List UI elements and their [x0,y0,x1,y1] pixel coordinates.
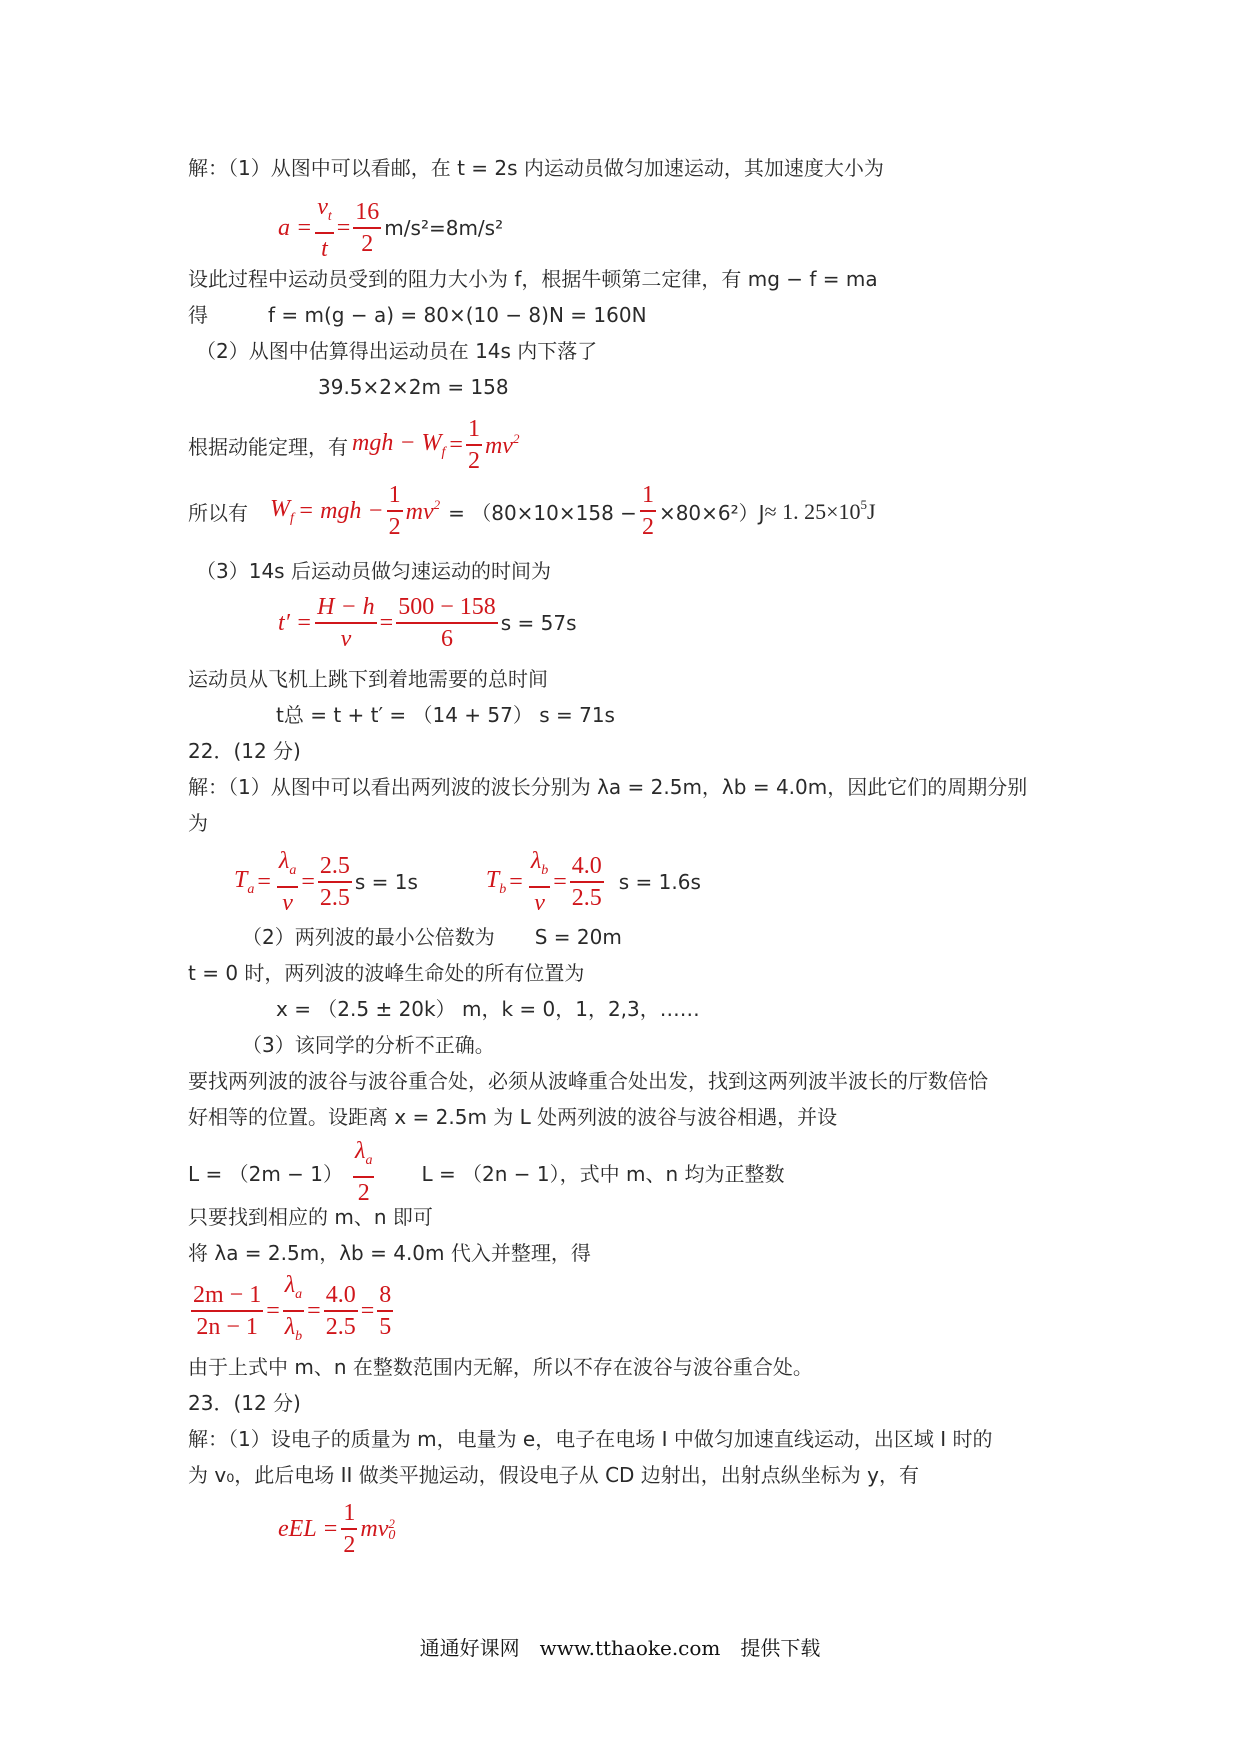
numerator: 1 [640,480,656,512]
fraction [466,414,482,476]
numerator: 1 [387,480,403,512]
denominator: 2 [388,514,401,540]
subscript: a [289,863,297,878]
fraction [324,1280,358,1342]
line-23-setup-1: 解：（1）设电子的质量为 m，电量为 e，电子在电场 I 中做匀加速直线运动，出区域 I 时的 [188,1427,993,1451]
eq-lhs: T [234,866,248,893]
eq-lhs: T [485,866,500,893]
line-22-wavelengths: 解：（1）从图中可以看出两列波的波长分别为 λa = 2.5m，λb = 4.0m，因此它们的周期分别 [188,775,1028,799]
line-22-analysis-2: 好相等的位置。设距离 x = 2.5m 为 L 处两列波的波谷与波谷相遇，并设 [188,1105,838,1129]
numerator: 1 [341,1498,357,1530]
fraction [396,592,498,654]
eq-tail: s = 1s [354,870,418,894]
denominator: 6 [440,626,453,652]
line-23-setup-2: 为 v₀，此后电场 II 做类平抛运动，假设电子从 CD 边射出，出射点纵坐标为 y，有 [188,1463,919,1487]
equation-ratio: $\frac{2m - 1}{2n - 1}$ = $\frac{\lambda_a}{\lambda_b}$ = $\frac{4.0}{2.5}$ = $\frac{8}{5}$ [188,1270,396,1352]
line-22-substitute: 将 λa = 2.5m，λb = 4.0m 代入并整理，得 [188,1241,591,1265]
subscript: b [499,881,507,897]
numerator: λ [278,848,290,874]
denominator: v [340,626,352,652]
denominator: 2.5 [571,885,602,911]
line-friction-setup: 设此过程中运动员受到的阻力大小为 f，根据牛顿第二定律，有 mg − f = ma [188,267,878,291]
fraction [315,592,377,654]
denominator: v [534,890,545,916]
line-22-find-mn: 只要找到相应的 m、n 即可 [188,1205,433,1229]
denominator: 2 [361,231,374,257]
denominator: 2 [343,1532,356,1558]
line-solution-1: 解：（1）从图中可以看邮，在 t = 2s 内运动员做匀加速运动，其加速度大小为 [188,156,884,180]
eq-mid: L = （2n − 1），式中 m、n 均为正整数 [421,1161,785,1186]
eq-expr: = mgh − [297,497,384,524]
page-footer: 通通好课网 www.tthaoke.com 提供下载 [419,1636,821,1660]
numerator: H − h [315,592,377,624]
eq-lhs: a = [278,214,313,241]
eq-post: mv [484,432,513,459]
fraction [387,480,403,542]
eq-lhs: eEL = [278,1515,339,1542]
subscript: b [541,863,549,878]
eq-lhs: t′ = [278,609,313,636]
eq-sign: = [449,431,463,458]
denominator: 2.5 [319,885,350,911]
line-22-continued: 为 [188,811,208,835]
question-23-heading: 23．(12 分) [188,1391,301,1415]
eq-tail: m/s²=8m/s² [384,216,504,240]
line-part3: （3）14s 后运动员做匀速运动的时间为 [196,559,551,583]
numerator: 1 [466,414,482,446]
subscript: b [295,1329,303,1344]
numerator: 4.0 [324,1280,358,1312]
fraction [377,1280,393,1342]
subscript: f [290,510,294,526]
line-friction-result: 得 f = m(g − a) = 80×(10 − 8)N = 160N [188,303,647,327]
equation-energy-theorem [188,414,519,476]
eq-post: mv [360,1515,389,1542]
denominator: t [321,236,328,262]
numerator: λ [355,1138,366,1164]
eq-mid: = （80×10×158 − [448,500,637,525]
subscript: a [295,1287,303,1302]
eq-unit: J [867,499,876,524]
denominator: 5 [379,1314,392,1340]
numerator: λ [284,1272,296,1298]
subscript: t [327,209,332,224]
superscript: 2 [512,430,520,446]
eq-tail: ×80×6²）J [658,500,765,525]
fraction [640,480,656,542]
superscript: 2 [388,1515,395,1531]
eq-prefix: 所以有 [188,500,248,525]
superscript: 5 [860,497,868,512]
denominator: v [282,890,293,916]
numerator: 16 [353,197,381,229]
eq-tail: s = 57s [500,611,577,635]
equation-trough-distance [188,1136,785,1208]
question-22-heading: 22．(12 分) [188,739,301,763]
eq-prefix: L = （2m − 1） [188,1161,344,1186]
fraction [283,1270,304,1352]
denominator: 2 [641,514,654,540]
numerator: 500 − 158 [396,592,498,624]
superscript: 2 [433,496,441,512]
subscript: a [247,881,255,897]
numerator: v [317,194,328,220]
line-distance: 39.5×2×2m = 158 [318,375,509,399]
fraction [318,851,352,913]
equation-acceleration: a = $\frac{v_t}{t}$ = $\frac{16}{2}$ m/s²=8m/s² [278,194,504,262]
line-22-conclusion: 由于上式中 m、n 在整数范围内无解，所以不存在波谷与波谷重合处。 [188,1355,813,1379]
denominator: 2 [467,448,480,474]
eq-tail: s = 1.6s [618,870,701,894]
numerator: 2m − 1 [191,1280,263,1312]
denominator: λ [284,1314,296,1340]
eq-lhs: W [270,495,290,522]
denominator: 2n − 1 [196,1314,258,1340]
eq-prefix: 根据动能定理，有 [188,434,348,459]
line-22-crests: t = 0 时，两列波的波峰生命处的所有位置为 [188,961,585,985]
denominator: 2.5 [325,1314,356,1340]
eq-approx: ≈ 1. 25×10 [764,499,861,524]
numerator: 8 [377,1280,393,1312]
equation-friction-work [188,480,876,542]
equation-uniform-time: t′ = $\frac{H - h}{v}$ = $\frac{500 - 158}{6}$ s = 57s [278,594,577,652]
line-22-part3: （3）该同学的分析不正确。 [242,1033,495,1057]
line-22-analysis-1: 要找两列波的波谷与波谷重合处，必须从波峰重合处出发，找到这两列波半波长的厅数倍恰 [188,1069,988,1093]
line-part2: （2）从图中估算得出运动员在 14s 内下落了 [196,339,598,363]
fraction [353,1136,374,1208]
line-22-positions: x = （2.5 ± 20k） m，k = 0，1，2,3，…… [276,997,700,1021]
numerator: λ [530,848,542,874]
subscript: f [441,444,446,460]
line-total-time: t总 = t + t′ = （14 + 57） s = 71s [276,703,615,727]
equation-periods: $T_a$ = $\frac{\lambda_a}{v}$ = $\frac{2.5}{2.5}$ s = 1s $T_b$ = $\frac{\lambda_b}{v}$ = $\frac{4.0}{2.5}$ s = 1.6s [234,848,701,916]
fraction [191,1280,263,1342]
fraction [315,192,334,264]
fraction [529,846,550,918]
fraction [353,197,381,259]
eq-expr: mgh − W [352,429,442,456]
subscript: 0 [388,1527,396,1543]
numerator: 4.0 [570,851,604,883]
equation-electron-energy [278,1498,395,1560]
eq-post: mv [405,498,434,525]
subscript: a [365,1153,373,1168]
line-22-part2: （2）两列波的最小公倍数为 S = 20m [242,925,622,949]
numerator: 2.5 [318,851,352,883]
line-total-time-intro: 运动员从飞机上跳下到着地需要的总时间 [188,667,548,691]
fraction [341,1498,357,1560]
fraction [277,846,298,918]
denominator: 2 [357,1180,370,1206]
fraction [570,851,604,913]
